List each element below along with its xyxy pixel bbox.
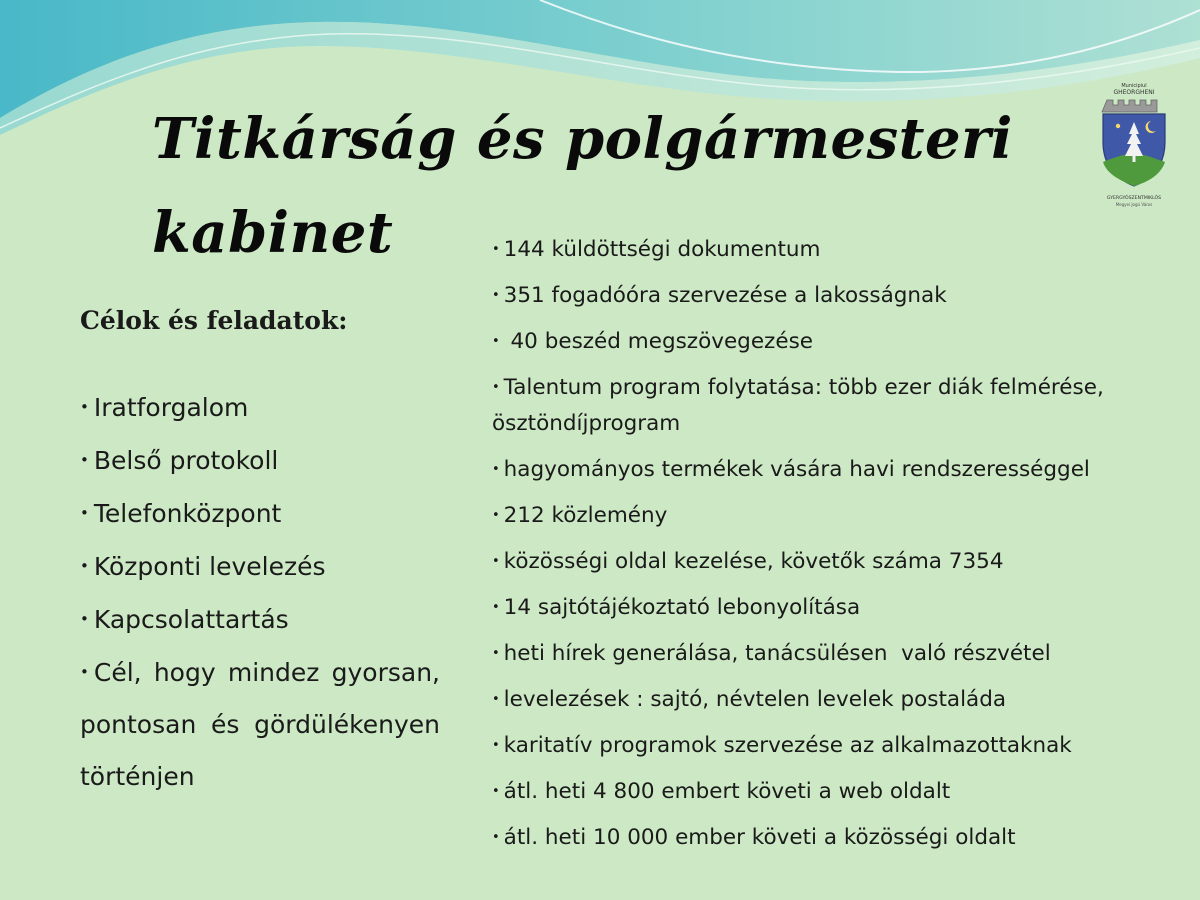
list-item [492,820,1182,856]
list-item [80,646,440,803]
bullet-icon: • [492,738,500,753]
list-item [492,452,1182,488]
list-item [492,728,1182,764]
list-item [492,636,1182,672]
bullet-icon: • [492,600,500,615]
list-item-text: Iratforgalom [93,393,249,422]
list-item [492,682,1182,718]
bullet-icon: • [80,610,89,628]
bullet-icon: • [492,508,500,523]
list-item [80,593,440,646]
list-item [492,370,1182,442]
list-item-text: heti hírek generálása, tanácsülésen való részvétel [503,641,1051,666]
list-item [492,774,1182,810]
bullet-icon: • [80,557,89,575]
bullet-icon: • [492,288,500,303]
list-item [492,324,1182,360]
list-item [492,278,1182,314]
list-item-text: levelezések : sajtó, névtelen levelek postaláda [503,687,1007,712]
list-item-text: Központi levelezés [93,552,326,581]
bullet-icon: • [80,504,89,522]
list-item-text: Cél, hogy mindez gyorsan, pontosan és gördülékenyen történjen [80,658,440,791]
bullet-icon: • [492,462,500,477]
list-item-text: hagyományos termékek vására havi rendszerességgel [503,457,1090,482]
list-item [80,540,440,593]
bullet-icon: • [492,334,500,349]
bullet-icon: • [492,784,500,799]
title-line-1: Titkárság és polgármesteri [152,106,1013,172]
list-item-text: 351 fogadóóra szervezése a lakosságnak [503,283,947,308]
list-item-text: karitatív programok szervezése az alkalmazottaknak [503,733,1072,758]
bullet-icon: • [80,398,89,416]
achievements-list [492,232,1182,866]
list-item-text: átl. heti 4 800 embert követi a web oldalt [503,779,951,804]
list-item-text: Talentum program folytatása: több ezer diák felmérése, ösztöndíjprogram [492,375,1104,436]
bullet-icon: • [80,451,89,469]
bullet-icon: • [492,830,500,845]
list-item-text: Belső protokoll [93,446,279,475]
list-item [80,487,440,540]
list-item-text: közösségi oldal kezelése, követők száma 7354 [503,549,1004,574]
list-item-text: átl. heti 10 000 ember követi a közösségi oldalt [503,825,1016,850]
bullet-icon: • [80,663,89,681]
title-line-2: kabinet [152,200,394,266]
crest-text-1: Municipiul [1121,83,1147,89]
crest-text-4: Megyei Jogú Város [1115,202,1153,207]
crest-text-3: GYERGYÓSZENTMIKLÓS [1106,196,1162,201]
list-item [492,544,1182,580]
list-item [492,590,1182,626]
goals-heading: Célok és feladatok: [80,306,348,335]
bullet-icon: • [492,554,500,569]
list-item-text: Telefonközpont [93,499,282,528]
crest-text-2: GHEORGHENI [1113,89,1155,96]
bullet-icon: • [492,646,500,661]
list-item-text: 14 sajtótájékoztató lebonyolítása [503,595,861,620]
list-item-text: 40 beszéd megszövegezése [503,329,813,354]
list-item [80,381,440,434]
bullet-icon: • [492,242,500,257]
list-item [492,498,1182,534]
list-item-text: 212 közlemény [503,503,668,528]
list-item [80,434,440,487]
list-item-text: Kapcsolattartás [93,605,289,634]
list-item [492,232,1182,268]
city-coat-of-arms-logo [1093,80,1175,210]
bullet-icon: • [492,380,500,395]
list-item-text: 144 küldöttségi dokumentum [503,237,821,262]
goals-list [80,381,440,803]
bullet-icon: • [492,692,500,707]
